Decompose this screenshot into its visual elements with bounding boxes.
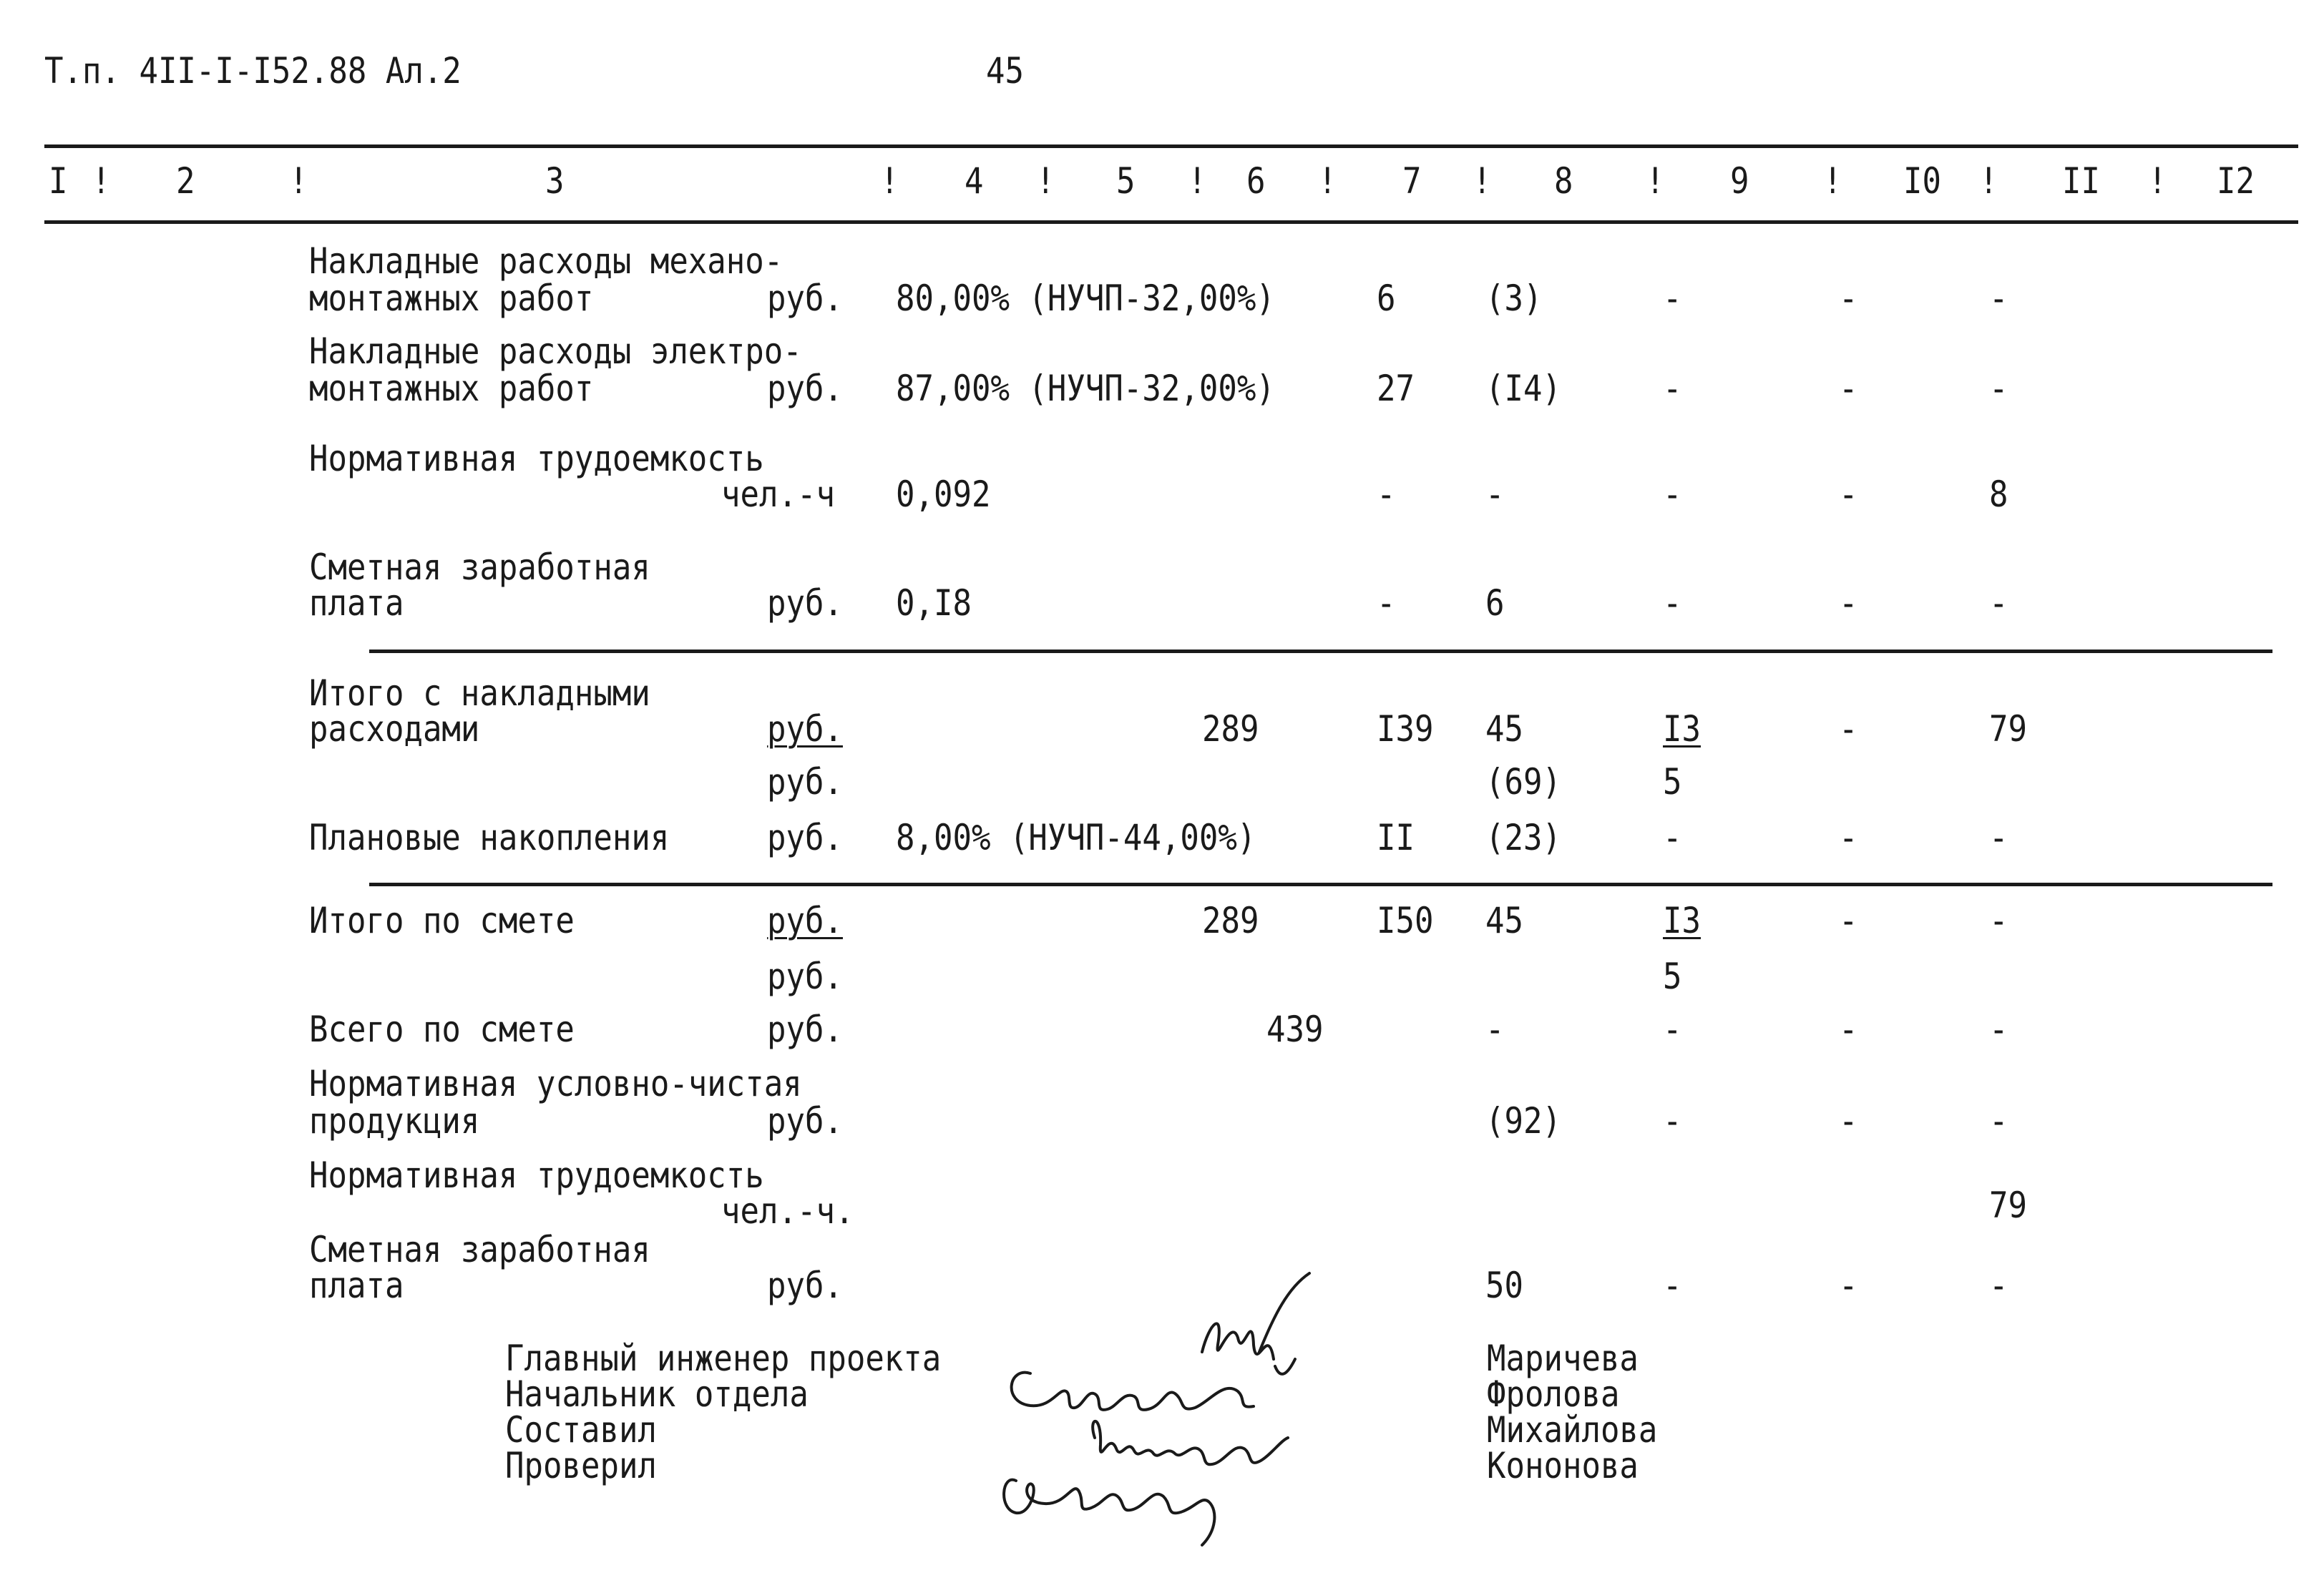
column-separator: ! xyxy=(92,160,111,202)
cell-col8: - xyxy=(1485,1009,1505,1050)
cell-col11: - xyxy=(1989,900,2008,941)
signature-name: Маричева xyxy=(1487,1338,1639,1379)
signature-stroke xyxy=(1012,1373,1254,1410)
rate-value: 8,00% (НУЧП-44,00%) xyxy=(896,817,1256,858)
column-header-4: 4 xyxy=(965,160,984,202)
column-header-9: 9 xyxy=(1730,160,1749,202)
cell-col11: - xyxy=(1989,1100,2008,1142)
cell-col8: 6 xyxy=(1485,582,1505,624)
row-label: Всего по смете xyxy=(309,1009,575,1050)
page-number: 45 xyxy=(986,50,1024,92)
row-label: Нормативная условно-чистая xyxy=(309,1063,802,1104)
row-unit: руб. xyxy=(767,956,843,997)
column-header-12: I2 xyxy=(2217,160,2255,202)
column-header-7: 7 xyxy=(1402,160,1422,202)
cell-col9: - xyxy=(1663,474,1682,515)
signature-role: Главный инженер проекта xyxy=(505,1338,942,1379)
column-header-1: I xyxy=(49,160,68,202)
cell-col11: 79 xyxy=(1989,708,2027,750)
column-separator: ! xyxy=(2148,160,2167,202)
rate-value: 80,00% (НУЧП-32,00%) xyxy=(896,278,1275,319)
row-label: Сметная заработная xyxy=(309,547,650,588)
cell-col6: 439 xyxy=(1266,1009,1324,1050)
cell-col9: - xyxy=(1663,368,1682,409)
row-unit: руб. xyxy=(767,1265,843,1306)
cell-col6: 289 xyxy=(1202,900,1259,941)
row-unit: руб. xyxy=(767,1009,843,1050)
cell-col7: - xyxy=(1377,582,1396,624)
cell-col8: 50 xyxy=(1485,1265,1523,1306)
cell-col9: - xyxy=(1663,278,1682,319)
cell-col8: (I4) xyxy=(1485,368,1561,409)
column-separator: ! xyxy=(289,160,308,202)
row-label: монтажных работ xyxy=(309,278,594,319)
signature-role: Составил xyxy=(505,1409,657,1451)
rate-value: 87,00% (НУЧП-32,00%) xyxy=(896,368,1275,409)
column-separator: ! xyxy=(1188,160,1207,202)
cell-col9: - xyxy=(1663,1100,1682,1142)
row-unit: руб. xyxy=(767,368,843,409)
row-label: плата xyxy=(309,1265,404,1306)
row-unit: руб. xyxy=(767,278,843,319)
column-separator: ! xyxy=(1979,160,1998,202)
column-separator: ! xyxy=(1823,160,1842,202)
column-header-2: 2 xyxy=(176,160,195,202)
signature-stroke xyxy=(1202,1273,1309,1374)
row-label: Накладные расходы механо- xyxy=(309,240,783,282)
row-unit: чел.-ч xyxy=(721,474,835,515)
cell-col10: - xyxy=(1839,582,1858,624)
document-reference: Т.п. 4II-I-I52.88 Ал.2 xyxy=(44,50,462,92)
cell-col11: 79 xyxy=(1989,1185,2027,1226)
cell-col8: (3) xyxy=(1485,278,1543,319)
section-rule xyxy=(369,650,2272,653)
cell-col10: - xyxy=(1839,708,1858,750)
cell-col7: 6 xyxy=(1377,278,1396,319)
signature-name: Фролова xyxy=(1487,1373,1620,1415)
cell-col11: - xyxy=(1989,368,2008,409)
column-separator: ! xyxy=(1646,160,1665,202)
column-header-10: I0 xyxy=(1903,160,1941,202)
cell-col8: 45 xyxy=(1485,708,1523,750)
cell-col7: I50 xyxy=(1377,900,1434,941)
signature-role: Начальник отдела xyxy=(505,1373,809,1415)
row-label: плата xyxy=(309,582,404,624)
handwritten-signature xyxy=(987,1266,1317,1567)
signature-role: Проверил xyxy=(505,1445,657,1486)
signature-name: Кононова xyxy=(1487,1445,1639,1486)
cell-col9: 5 xyxy=(1663,956,1682,997)
cell-col10: - xyxy=(1839,278,1858,319)
signature-name: Михайлова xyxy=(1487,1409,1658,1451)
row-unit: руб. xyxy=(767,900,843,941)
cell-col6: 289 xyxy=(1202,708,1259,750)
cell-col10: - xyxy=(1839,817,1858,858)
cell-col9: I3 xyxy=(1663,900,1701,941)
column-header-6: 6 xyxy=(1246,160,1266,202)
row-label: Нормативная трудоемкость xyxy=(309,438,764,479)
cell-col9: I3 xyxy=(1663,708,1701,750)
section-rule xyxy=(369,883,2272,886)
cell-col7: I39 xyxy=(1377,708,1434,750)
cell-col11: - xyxy=(1989,278,2008,319)
cell-col8: (69) xyxy=(1485,761,1561,803)
row-label: расходами xyxy=(309,708,480,750)
cell-col8: (92) xyxy=(1485,1100,1561,1142)
cell-col7: II xyxy=(1377,817,1415,858)
column-separator: ! xyxy=(1318,160,1337,202)
rate-value: 0,092 xyxy=(896,474,991,515)
cell-col9: - xyxy=(1663,1009,1682,1050)
column-header-5: 5 xyxy=(1116,160,1136,202)
row-label: Накладные расходы электро- xyxy=(309,330,802,372)
cell-col9: 5 xyxy=(1663,761,1682,803)
row-label: Нормативная трудоемкость xyxy=(309,1155,764,1196)
row-unit: руб. xyxy=(767,1100,843,1142)
cell-col10: - xyxy=(1839,1265,1858,1306)
cell-col8: 45 xyxy=(1485,900,1523,941)
cell-col9: - xyxy=(1663,1265,1682,1306)
row-label: монтажных работ xyxy=(309,368,594,409)
cell-col8: - xyxy=(1485,474,1505,515)
cell-col9: - xyxy=(1663,582,1682,624)
cell-col11: - xyxy=(1989,1009,2008,1050)
row-label: продукция xyxy=(309,1100,480,1142)
cell-col11: - xyxy=(1989,1265,2008,1306)
row-unit: руб. xyxy=(767,817,843,858)
cell-col11: - xyxy=(1989,582,2008,624)
row-unit: чел.-ч. xyxy=(721,1190,854,1232)
table-top-rule xyxy=(44,144,2298,148)
column-separator: ! xyxy=(1036,160,1055,202)
cell-col10: - xyxy=(1839,900,1858,941)
row-label: Итого по смете xyxy=(309,900,575,941)
cell-col10: - xyxy=(1839,368,1858,409)
row-unit: руб. xyxy=(767,582,843,624)
row-label: Плановые накопления xyxy=(309,817,670,858)
cell-col8: (23) xyxy=(1485,817,1561,858)
column-header-3: 3 xyxy=(545,160,565,202)
cell-col9: - xyxy=(1663,817,1682,858)
row-unit: руб. xyxy=(767,708,843,750)
cell-col7: - xyxy=(1377,474,1396,515)
signature-stroke xyxy=(1004,1480,1214,1545)
cell-col7: 27 xyxy=(1377,368,1415,409)
cell-col11: - xyxy=(1989,817,2008,858)
header-bottom-rule xyxy=(44,220,2298,224)
cell-col10: - xyxy=(1839,1009,1858,1050)
rate-value: 0,I8 xyxy=(896,582,972,624)
cell-col10: - xyxy=(1839,1100,1858,1142)
row-label: Сметная заработная xyxy=(309,1229,650,1270)
row-unit: руб. xyxy=(767,761,843,803)
column-separator: ! xyxy=(1473,160,1492,202)
signature-stroke xyxy=(1093,1421,1288,1464)
row-label: Итого с накладными xyxy=(309,672,650,714)
cell-col11: 8 xyxy=(1989,474,2008,515)
column-header-8: 8 xyxy=(1554,160,1573,202)
column-separator: ! xyxy=(880,160,899,202)
cell-col10: - xyxy=(1839,474,1858,515)
column-header-11: II xyxy=(2062,160,2100,202)
